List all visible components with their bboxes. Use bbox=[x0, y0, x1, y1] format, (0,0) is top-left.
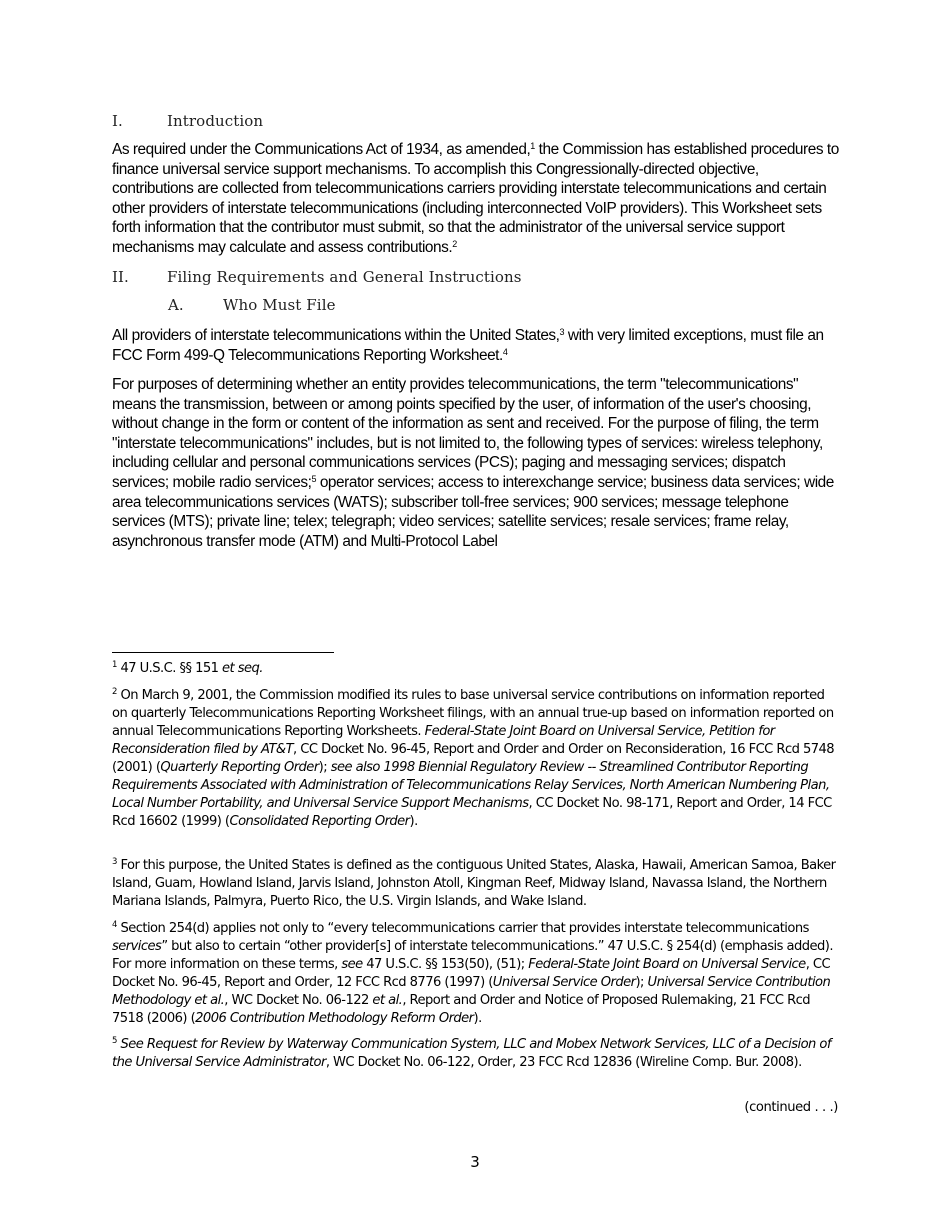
footnote-number: 5 bbox=[112, 1036, 117, 1046]
footnote-number: 3 bbox=[112, 857, 117, 867]
italic-run: Federal-State Joint Board on Universal Service bbox=[528, 957, 806, 972]
text-run: , CC Docket No. 96-45, Report and Order, 12 FCC Rcd 8776 (1997) ( bbox=[112, 957, 831, 990]
italic-run: see also 1998 Biennial Regulatory Review -- Streamlined Contributor Reporting Requirements Associated with Administration of Telecommunications Relay Services, North American Numbering Plan, Local Number Portability, and Universal Service Support Mechanisms bbox=[112, 760, 830, 811]
continued-marker: (continued . . .) bbox=[744, 1100, 838, 1115]
italic-run: See Request for Review by Waterway Communication System, LLC and Mobex Network Services, LLC of a Decision of the Universal Service Administrator bbox=[112, 1037, 831, 1070]
text-run: with very limited exceptions, must file an FCC Form 499-Q Telecommunications Reporting Worksheet. bbox=[112, 327, 824, 364]
footnote-ref: 5 bbox=[311, 473, 316, 484]
footnote-number: 2 bbox=[112, 687, 117, 697]
text-run: ” but also to certain “other provider[s] of interstate telecommunications.” 47 U.S.C. § 254(d) (emphasis added). For more information on these terms, bbox=[112, 939, 833, 972]
text-run: the Commission has established procedures to finance universal service support mechanisms. To accomplish this Congressionally-directed objective, contributions are collected from telecommunications carriers providing interstate telecommunications and certain other providers of interstate telecommunications (including interconnected VoIP providers). This Worksheet sets forth information that the contributor must submit, so that the administrator of the universal service support mechanisms may calculate and assess contributions. bbox=[112, 141, 839, 256]
text-run: , CC Docket No. 98-171, Report and Order, 14 FCC Rcd 16602 (1999) ( bbox=[112, 796, 832, 829]
footnote-number: 1 bbox=[112, 660, 117, 670]
text-run: As required under the Communications Act of 1934, as amended, bbox=[112, 141, 531, 158]
footnote-2 bbox=[112, 687, 837, 831]
section-number: I. bbox=[112, 112, 123, 130]
footnote-ref: 2 bbox=[452, 238, 457, 249]
text-run: On March 9, 2001, the Commission modified its rules to base universal service contributions on information reported on quarterly Telecommunications Reporting Worksheet filings, with an annual true-up based on information reported on annual Telecommunications Reporting Worksheets. bbox=[112, 688, 834, 739]
text-run: Section 254(d) applies not only to “every telecommunications carrier that provides interstate telecommunications bbox=[116, 921, 809, 936]
footnote-3 bbox=[112, 857, 837, 911]
footnote-ref: 1 bbox=[530, 141, 535, 151]
text-run: For purposes of determining whether an entity provides telecommunications, the term "telecommunications" means the transmission, between or among points specified by the user, of information of the user's choosing, without change in the form or content of the information as sent and received. For the purpose of filing, the term "interstate telecommunications" includes, but is not limited to, the following types of services: wireless telephony, including cellular and personal communications services (PCS); paging and messaging services; dispatch services; mobile radio services; bbox=[112, 376, 823, 491]
text-run: , WC Docket No. 06-122, Order, 23 FCC Rcd 12836 (Wireline Comp. Bur. 2008). bbox=[325, 1055, 802, 1070]
footnote-number: 4 bbox=[112, 920, 117, 930]
subsection-number: A. bbox=[168, 296, 184, 314]
text-run: ). bbox=[409, 814, 418, 829]
who-must-file-paragraph bbox=[112, 326, 840, 365]
definitions-paragraph bbox=[112, 375, 840, 551]
italic-run: Consolidated Reporting Order bbox=[229, 814, 410, 829]
text-run: , CC Docket No. 96-45, Report and Order and Order on Reconsideration, 16 FCC Rcd 5748 (2001) ( bbox=[112, 742, 835, 775]
section-title: Introduction bbox=[167, 112, 264, 130]
text-run: ). bbox=[473, 1011, 482, 1026]
page-number: 3 bbox=[470, 1153, 480, 1171]
italic-run: Universal Service Order bbox=[492, 975, 636, 990]
subsection-title: Who Must File bbox=[223, 296, 336, 314]
text-run: ); bbox=[318, 760, 331, 775]
intro-paragraph bbox=[112, 140, 840, 258]
footnote-5 bbox=[112, 1036, 837, 1072]
italic-run: Federal-State Joint Board on Universal Service, Petition for Reconsideration filed by AT&T bbox=[112, 724, 775, 757]
footnote-ref: 4 bbox=[502, 346, 508, 357]
italic-run: see bbox=[341, 957, 363, 972]
section-number: II. bbox=[112, 268, 129, 286]
text-run: operator services; access to interexchange service; business data services; wide area telecommunications services (WATS); subscriber toll-free services; 900 services; message telephone services (MTS); private line; telex; telegraph; video services; satellite services; resale services; frame relay, asynchronous transfer mode (ATM) and Multi-Protocol Label bbox=[112, 473, 834, 550]
italic-run: Universal Service Contribution Methodology et al. bbox=[112, 975, 831, 1008]
italic-run: et al. bbox=[372, 993, 403, 1008]
italic-run: services bbox=[112, 939, 162, 954]
footnote-1 bbox=[112, 660, 837, 678]
footnote-ref: 3 bbox=[559, 327, 565, 337]
footnote-separator bbox=[112, 652, 334, 653]
text-run: , Report and Order and Notice of Proposed Rulemaking, 21 FCC Rcd 7518 (2006) ( bbox=[112, 993, 811, 1026]
text-run: For this purpose, the United States is defined as the contiguous United States, Alaska, Hawaii, American Samoa, Baker Island, Guam, Howland Island, Jarvis Island, Johnston Atoll, Kingman Reef, Midway Island, Navassa Island, the Northern Mariana Islands, Palmyra, Puerto Rico, the U.S. Virgin Islands, and Wake Island. bbox=[112, 858, 836, 909]
text-run: 47 U.S.C. §§ 153(50), (51); bbox=[362, 957, 529, 972]
section-title: Filing Requirements and General Instructions bbox=[167, 268, 522, 286]
text-run: All providers of interstate telecommunications within the United States, bbox=[112, 327, 560, 344]
italic-run: Quarterly Reporting Order bbox=[160, 760, 319, 775]
footnote-4 bbox=[112, 920, 837, 1028]
text-run: ); bbox=[635, 975, 648, 990]
italic-run: 2006 Contribution Methodology Reform Order bbox=[195, 1011, 474, 1026]
italic-run: et seq. bbox=[222, 661, 263, 676]
text-run: 47 U.S.C. §§ 151 bbox=[116, 661, 223, 676]
text-run: , WC Docket No. 06-122 bbox=[224, 993, 373, 1008]
